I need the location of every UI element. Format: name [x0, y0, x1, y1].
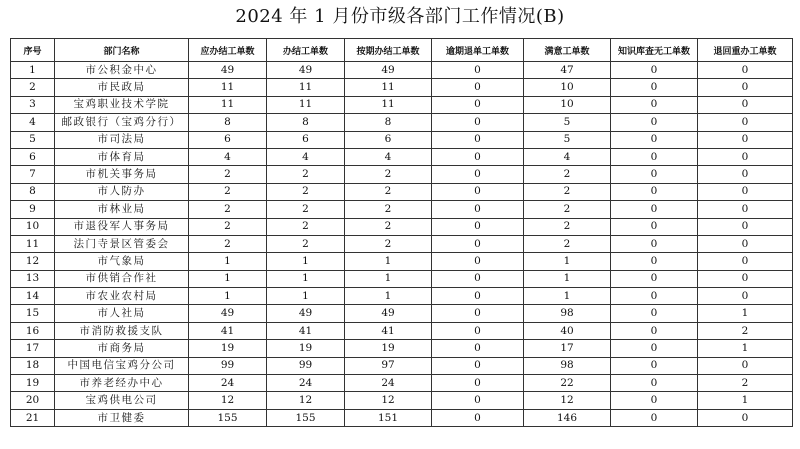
table-cell: 1 — [267, 270, 345, 287]
table-row — [11, 131, 793, 148]
table-cell: 0 — [611, 79, 698, 96]
table-cell: 41 — [267, 322, 345, 339]
department-name-cell: 市消防救援支队 — [55, 322, 189, 339]
table-cell: 0 — [611, 114, 698, 131]
table-row — [11, 340, 793, 357]
table-cell: 12 — [524, 392, 611, 409]
table-cell: 98 — [524, 305, 611, 322]
table-cell: 0 — [698, 357, 793, 374]
table-cell: 24 — [267, 375, 345, 392]
table-cell: 1 — [189, 288, 267, 305]
table-cell: 11 — [345, 96, 432, 113]
table-row — [11, 114, 793, 131]
table-cell: 0 — [611, 392, 698, 409]
table-row — [11, 270, 793, 287]
table-row — [11, 235, 793, 252]
table-cell: 19 — [267, 340, 345, 357]
table-cell: 40 — [524, 322, 611, 339]
table-cell: 0 — [698, 79, 793, 96]
table-cell: 2 — [189, 183, 267, 200]
column-header: 逾期退单工单数 — [432, 39, 524, 62]
table-cell: 0 — [611, 375, 698, 392]
table-cell: 0 — [698, 131, 793, 148]
table-cell: 4 — [11, 114, 55, 131]
department-name-cell: 市机关事务局 — [55, 166, 189, 183]
table-cell: 10 — [524, 96, 611, 113]
table-row — [11, 201, 793, 218]
table-cell: 0 — [611, 183, 698, 200]
table-cell: 11 — [11, 235, 55, 252]
table-cell: 0 — [611, 409, 698, 426]
table-cell: 0 — [611, 96, 698, 113]
table-row — [11, 409, 793, 426]
table-row — [11, 305, 793, 322]
table-cell: 98 — [524, 357, 611, 374]
table-cell: 0 — [611, 322, 698, 339]
table-row — [11, 392, 793, 409]
department-name-cell: 市退役军人事务局 — [55, 218, 189, 235]
column-header: 序号 — [11, 39, 55, 62]
table-row — [11, 288, 793, 305]
table-cell: 155 — [189, 409, 267, 426]
table-cell: 0 — [611, 235, 698, 252]
table-cell: 10 — [11, 218, 55, 235]
table-cell: 7 — [11, 166, 55, 183]
table-cell: 0 — [611, 131, 698, 148]
table-cell: 0 — [611, 218, 698, 235]
table-cell: 8 — [345, 114, 432, 131]
table-cell: 2 — [698, 322, 793, 339]
table-cell: 0 — [432, 305, 524, 322]
table-body — [11, 62, 793, 427]
table-cell: 2 — [345, 183, 432, 200]
table-cell: 0 — [611, 270, 698, 287]
table-cell: 1 — [345, 288, 432, 305]
table-cell: 0 — [611, 253, 698, 270]
table-cell: 0 — [432, 114, 524, 131]
table-cell: 11 — [189, 96, 267, 113]
table-cell: 0 — [698, 96, 793, 113]
table-header-row — [11, 39, 793, 62]
table-cell: 0 — [611, 288, 698, 305]
table-cell: 4 — [345, 148, 432, 165]
department-name-cell: 市供销合作社 — [55, 270, 189, 287]
table-cell: 6 — [11, 148, 55, 165]
department-name-cell: 市林业局 — [55, 201, 189, 218]
department-name-cell: 市司法局 — [55, 131, 189, 148]
table-cell: 0 — [698, 288, 793, 305]
department-name-cell: 法门寺景区管委会 — [55, 235, 189, 252]
table-cell: 18 — [11, 357, 55, 374]
table-cell: 0 — [432, 253, 524, 270]
table-cell: 1 — [524, 253, 611, 270]
table-cell: 0 — [698, 270, 793, 287]
table-cell: 1 — [267, 253, 345, 270]
page-title: 2024 年 1 月份市级各部门工作情况(B) — [235, 6, 565, 27]
table-cell: 2 — [189, 166, 267, 183]
table-cell: 24 — [189, 375, 267, 392]
department-name-cell: 宝鸡职业技术学院 — [55, 96, 189, 113]
department-name-cell: 市人社局 — [55, 305, 189, 322]
table-cell: 0 — [432, 235, 524, 252]
table-cell: 2 — [345, 235, 432, 252]
table-cell: 2 — [189, 201, 267, 218]
table-row — [11, 62, 793, 79]
table-cell: 20 — [11, 392, 55, 409]
table-cell: 0 — [611, 201, 698, 218]
column-header: 按期办结工单数 — [345, 39, 432, 62]
table-row — [11, 166, 793, 183]
table-cell: 0 — [432, 357, 524, 374]
table-cell: 0 — [611, 148, 698, 165]
table-cell: 0 — [432, 96, 524, 113]
table-cell: 4 — [524, 148, 611, 165]
table-cell: 0 — [432, 270, 524, 287]
table-cell: 24 — [345, 375, 432, 392]
table-cell: 155 — [267, 409, 345, 426]
table-cell: 0 — [698, 114, 793, 131]
table-cell: 2 — [11, 79, 55, 96]
table-cell: 49 — [345, 62, 432, 79]
table-cell: 99 — [267, 357, 345, 374]
department-name-cell: 市商务局 — [55, 340, 189, 357]
department-name-cell: 市公积金中心 — [55, 62, 189, 79]
table-cell: 151 — [345, 409, 432, 426]
table-row — [11, 253, 793, 270]
table-cell: 1 — [524, 288, 611, 305]
table-cell: 0 — [432, 148, 524, 165]
department-name-cell: 市民政局 — [55, 79, 189, 96]
table-cell: 0 — [432, 131, 524, 148]
table-cell: 14 — [11, 288, 55, 305]
table-row — [11, 357, 793, 374]
table-cell: 0 — [432, 409, 524, 426]
table-cell: 2 — [524, 166, 611, 183]
table-cell: 97 — [345, 357, 432, 374]
table-cell: 0 — [432, 183, 524, 200]
table-row — [11, 79, 793, 96]
table-cell: 0 — [432, 62, 524, 79]
table-cell: 2 — [524, 218, 611, 235]
table-cell: 0 — [611, 166, 698, 183]
table-cell: 2 — [345, 218, 432, 235]
table-cell: 2 — [267, 218, 345, 235]
table-cell: 2 — [524, 201, 611, 218]
table-cell: 12 — [345, 392, 432, 409]
table-cell: 0 — [698, 148, 793, 165]
table-row — [11, 148, 793, 165]
table-cell: 4 — [267, 148, 345, 165]
department-name-cell: 市卫健委 — [55, 409, 189, 426]
table-cell: 5 — [524, 131, 611, 148]
table-cell: 0 — [432, 322, 524, 339]
table-cell: 15 — [11, 305, 55, 322]
table-cell: 12 — [267, 392, 345, 409]
department-name-cell: 市养老经办中心 — [55, 375, 189, 392]
table-cell: 4 — [189, 148, 267, 165]
table-cell: 6 — [189, 131, 267, 148]
table-cell: 11 — [345, 79, 432, 96]
table-cell: 0 — [432, 340, 524, 357]
table-cell: 2 — [524, 183, 611, 200]
table-cell: 0 — [611, 357, 698, 374]
table-cell: 0 — [432, 201, 524, 218]
table-cell: 8 — [189, 114, 267, 131]
table-row — [11, 183, 793, 200]
table-cell: 49 — [189, 62, 267, 79]
table-cell: 146 — [524, 409, 611, 426]
table-cell: 2 — [345, 166, 432, 183]
table-cell: 47 — [524, 62, 611, 79]
table-cell: 1 — [524, 270, 611, 287]
table-cell: 1 — [189, 270, 267, 287]
table-cell: 16 — [11, 322, 55, 339]
table-cell: 0 — [698, 62, 793, 79]
table-cell: 9 — [11, 201, 55, 218]
department-name-cell: 宝鸡供电公司 — [55, 392, 189, 409]
table-cell: 0 — [611, 305, 698, 322]
department-name-cell: 市体育局 — [55, 148, 189, 165]
table-cell: 12 — [189, 392, 267, 409]
table-cell: 1 — [345, 270, 432, 287]
table-cell: 0 — [698, 409, 793, 426]
table-cell: 1 — [698, 305, 793, 322]
table-cell: 0 — [698, 253, 793, 270]
table-cell: 49 — [345, 305, 432, 322]
table-cell: 2 — [698, 375, 793, 392]
column-header: 办结工单数 — [267, 39, 345, 62]
table-cell: 0 — [698, 201, 793, 218]
table-cell: 0 — [432, 375, 524, 392]
table-cell: 1 — [11, 62, 55, 79]
table-cell: 2 — [189, 235, 267, 252]
table-cell: 22 — [524, 375, 611, 392]
table-row — [11, 375, 793, 392]
table-cell: 13 — [11, 270, 55, 287]
table-cell: 11 — [267, 96, 345, 113]
table-cell: 12 — [11, 253, 55, 270]
table-cell: 0 — [698, 183, 793, 200]
table-cell: 49 — [267, 62, 345, 79]
column-header: 部门名称 — [55, 39, 189, 62]
table-cell: 17 — [11, 340, 55, 357]
table-cell: 19 — [345, 340, 432, 357]
table-cell: 17 — [524, 340, 611, 357]
table-cell: 41 — [189, 322, 267, 339]
table-cell: 2 — [267, 201, 345, 218]
table-cell: 11 — [189, 79, 267, 96]
table-cell: 1 — [267, 288, 345, 305]
column-header: 满意工单数 — [524, 39, 611, 62]
table-cell: 8 — [11, 183, 55, 200]
table-cell: 19 — [189, 340, 267, 357]
table-cell: 41 — [345, 322, 432, 339]
table-cell: 1 — [189, 253, 267, 270]
table-cell: 99 — [189, 357, 267, 374]
table-cell: 1 — [345, 253, 432, 270]
table-cell: 0 — [611, 62, 698, 79]
column-header: 知识库查无工单数 — [611, 39, 698, 62]
department-name-cell: 市人防办 — [55, 183, 189, 200]
department-name-cell: 中国电信宝鸡分公司 — [55, 357, 189, 374]
table-cell: 10 — [524, 79, 611, 96]
table-cell: 0 — [432, 392, 524, 409]
table-cell: 8 — [267, 114, 345, 131]
table-cell: 21 — [11, 409, 55, 426]
table-cell: 0 — [698, 166, 793, 183]
table-cell: 5 — [11, 131, 55, 148]
table-row — [11, 218, 793, 235]
table-cell: 2 — [189, 218, 267, 235]
table-cell: 0 — [611, 340, 698, 357]
table-cell: 49 — [189, 305, 267, 322]
column-header: 退回重办工单数 — [698, 39, 793, 62]
table-cell: 1 — [698, 340, 793, 357]
table-row — [11, 96, 793, 113]
department-name-cell: 市气象局 — [55, 253, 189, 270]
work-status-table — [10, 38, 793, 427]
department-name-cell: 市农业农村局 — [55, 288, 189, 305]
table-cell: 2 — [267, 183, 345, 200]
table-cell: 0 — [432, 288, 524, 305]
table-cell: 49 — [267, 305, 345, 322]
table-cell: 0 — [698, 218, 793, 235]
table-cell: 0 — [698, 235, 793, 252]
table-cell: 3 — [11, 96, 55, 113]
table-cell: 0 — [432, 166, 524, 183]
department-name-cell: 邮政银行（宝鸡分行） — [55, 114, 189, 131]
table-cell: 5 — [524, 114, 611, 131]
table-cell: 0 — [432, 79, 524, 96]
table-cell: 6 — [267, 131, 345, 148]
table-cell: 0 — [432, 218, 524, 235]
table-cell: 19 — [11, 375, 55, 392]
table-cell: 2 — [524, 235, 611, 252]
table-cell: 2 — [267, 166, 345, 183]
table-cell: 2 — [267, 235, 345, 252]
column-header: 应办结工单数 — [189, 39, 267, 62]
table-cell: 11 — [267, 79, 345, 96]
table-cell: 1 — [698, 392, 793, 409]
table-row — [11, 322, 793, 339]
table-cell: 2 — [345, 201, 432, 218]
table-cell: 6 — [345, 131, 432, 148]
